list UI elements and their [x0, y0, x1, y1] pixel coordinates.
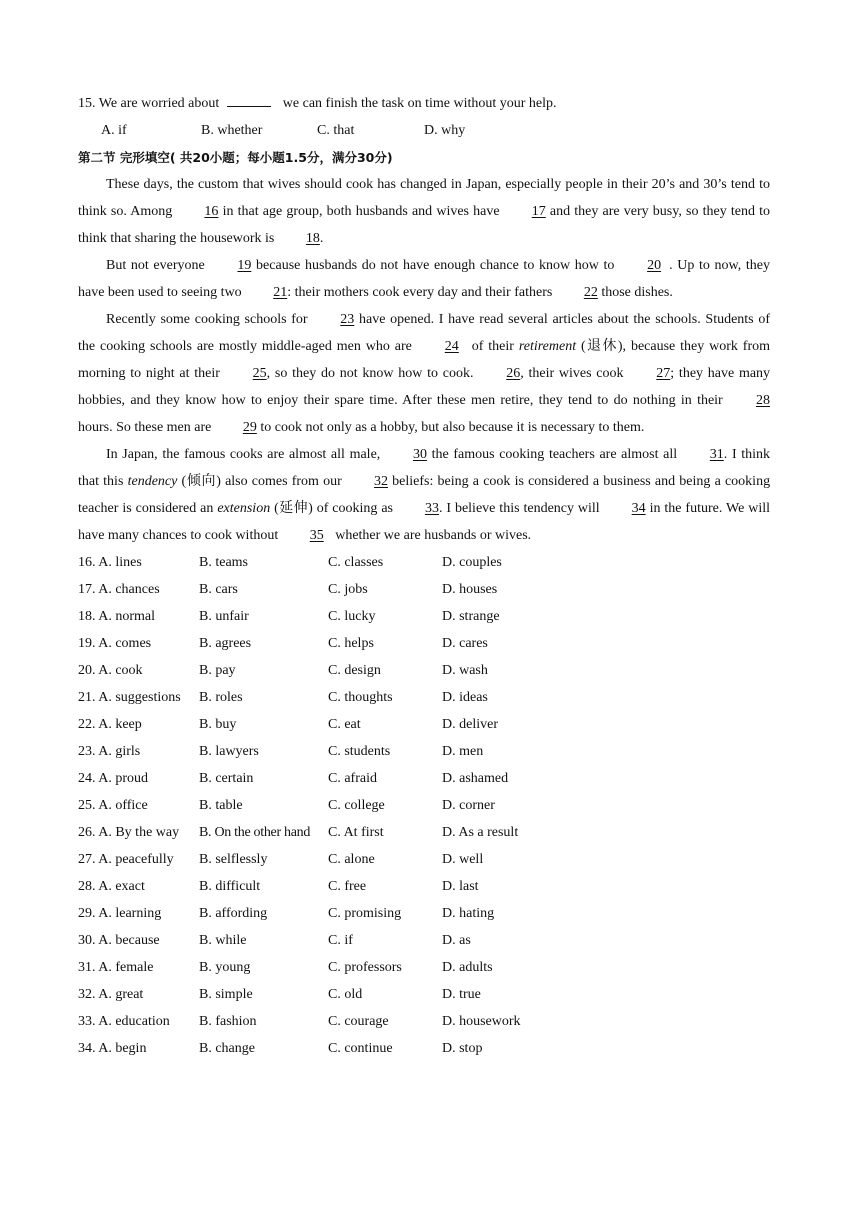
option-b: B. unfair: [199, 609, 249, 624]
option-a: A. if: [101, 123, 127, 138]
option-d: D. housework: [442, 1014, 521, 1029]
option-d: D. as: [442, 933, 471, 948]
passage-text: the famous cooking teachers are almost all: [431, 447, 678, 462]
passage-text: to cook not only as a hobby, but also because it is necessary to them.: [260, 420, 645, 435]
option-b: B. buy: [199, 717, 237, 732]
option-row: [78, 684, 770, 711]
blank-20: 20: [647, 258, 662, 273]
option-d: D. why: [424, 123, 466, 138]
term-translation: (退休),: [581, 339, 627, 354]
option-b: B. table: [199, 798, 243, 813]
option-d: D. wash: [442, 663, 488, 678]
question-15-text-before: 15. We are worried about: [78, 96, 220, 111]
option-b: B. affording: [199, 906, 268, 921]
option-d: D. couples: [442, 555, 502, 570]
option-row: [78, 765, 770, 792]
option-d: D. men: [442, 744, 484, 759]
option-row: [78, 927, 770, 954]
option-b: B. agrees: [199, 636, 252, 651]
blank-24: 24: [444, 339, 459, 354]
option-b: B. difficult: [199, 879, 261, 894]
blank-34: 34: [631, 501, 646, 516]
option-row: [78, 549, 770, 576]
option-row: [78, 576, 770, 603]
passage-text: . Up to now, they have been used to seeing two: [78, 258, 770, 300]
option-a: 31. A. female: [78, 960, 154, 975]
option-a: 19. A. comes: [78, 636, 152, 651]
option-c: C. old: [328, 987, 363, 1002]
option-b: B. certain: [199, 771, 254, 786]
option-d: D. last: [442, 879, 479, 894]
option-b: B. roles: [199, 690, 243, 705]
blank-16: 16: [204, 204, 219, 219]
option-row: [78, 1008, 770, 1035]
passage-text: In Japan, the famous cooks are almost all male,: [106, 447, 381, 462]
passage-text: those dishes.: [601, 285, 673, 300]
option-c: C. thoughts: [328, 690, 393, 705]
question-15-options: [101, 117, 770, 144]
option-a: 25. A. office: [78, 798, 148, 813]
option-c: C. students: [328, 744, 391, 759]
blank-26: 26: [506, 366, 521, 381]
term-retirement: retirement: [518, 339, 577, 354]
blank-28: 28: [756, 393, 771, 408]
term-translation: (延伸): [274, 501, 313, 516]
option-a: 27. A. peacefully: [78, 852, 174, 867]
option-b: B. teams: [199, 555, 248, 570]
option-a: 17. A. chances: [78, 582, 160, 597]
option-c: C. courage: [328, 1014, 389, 1029]
option-c: C. jobs: [328, 582, 368, 597]
option-a: 34. A. begin: [78, 1041, 147, 1056]
answer-blank-15: [227, 92, 271, 107]
blank-18: 18: [305, 231, 320, 246]
passage-paragraph-4: [78, 441, 770, 549]
passage-text: .: [319, 231, 324, 246]
blank-17: 17: [531, 204, 546, 219]
passage-text: in that age group, both husbands and wives have: [222, 204, 500, 219]
passage-text: Recently some cooking schools for: [106, 312, 308, 327]
option-b: B. change: [199, 1041, 255, 1056]
option-row: [78, 900, 770, 927]
blank-31: 31: [709, 447, 724, 462]
option-row: [78, 792, 770, 819]
option-a: 23. A. girls: [78, 744, 141, 759]
option-c: C. professors: [328, 960, 402, 975]
question-15-text-after: we can finish the task on time without your help.: [282, 96, 557, 111]
passage-text: whether we are husbands or wives.: [335, 528, 532, 543]
option-c: C. promising: [328, 906, 402, 921]
passage-text: ; they have many hobbies, and they know how to enjoy their spare time. After these men retire, they tend to do nothing in their: [78, 366, 771, 408]
option-c: C. continue: [328, 1041, 393, 1056]
option-a: 32. A. great: [78, 987, 144, 1002]
passage-text: because they work from morning to night at their: [78, 339, 771, 381]
option-c: C. At first: [328, 825, 384, 840]
passage-text: also comes from our: [225, 474, 342, 489]
option-c: C. alone: [328, 852, 375, 867]
option-d: D. deliver: [442, 717, 498, 732]
option-b: B. cars: [199, 582, 238, 597]
exam-page: [78, 90, 770, 1062]
option-row: [78, 954, 770, 981]
blank-19: 19: [237, 258, 252, 273]
blank-29: 29: [242, 420, 257, 435]
option-c: C. design: [328, 663, 381, 678]
option-d: D. cares: [442, 636, 488, 651]
option-b: B. On the other hand: [199, 825, 311, 840]
passage-text: . I believe this tendency will: [438, 501, 600, 516]
option-b: B. pay: [199, 663, 236, 678]
passage-text: hours. So these men are: [78, 420, 212, 435]
passage-text: because husbands do not have enough chance to know how to: [256, 258, 615, 273]
option-a: 18. A. normal: [78, 609, 155, 624]
option-a: 26. A. By the way: [78, 825, 180, 840]
passage-text: in the future. We will have many chances to cook without: [78, 501, 771, 543]
option-c: C. helps: [328, 636, 374, 651]
section-title: 第二节 完形填空( 共20小题；每小题1.5分，满分30分): [78, 150, 393, 165]
option-row: [78, 846, 770, 873]
question-15: [78, 90, 770, 117]
option-b: B. while: [199, 933, 247, 948]
passage-paragraph-2: [78, 252, 770, 306]
option-d: D. corner: [442, 798, 495, 813]
option-row: [78, 981, 770, 1008]
option-d: D. ideas: [442, 690, 488, 705]
blank-27: 27: [656, 366, 671, 381]
passage-text: and they are very busy, so they tend to think that sharing the housework is: [78, 204, 771, 246]
passage-text: have opened. I have read several articles about the schools. Students of the cooking schools are mostly middle-aged men who are: [78, 312, 771, 354]
option-d: D. strange: [442, 609, 500, 624]
option-a: 28. A. exact: [78, 879, 145, 894]
option-row: [78, 873, 770, 900]
option-b: B. fashion: [199, 1014, 257, 1029]
option-d: D. houses: [442, 582, 498, 597]
option-c: C. classes: [328, 555, 384, 570]
option-row: [78, 711, 770, 738]
option-b: B. simple: [199, 987, 253, 1002]
passage-paragraph-3: [78, 306, 770, 441]
blank-21: 21: [273, 285, 288, 300]
passage-text: But not everyone: [106, 258, 205, 273]
option-row: [78, 1035, 770, 1062]
blank-33: 33: [424, 501, 439, 516]
option-row: [78, 819, 770, 846]
option-b: B. whether: [201, 123, 263, 138]
passage-paragraph-1: [78, 171, 770, 252]
blank-25: 25: [252, 366, 267, 381]
option-c: C. eat: [328, 717, 361, 732]
option-row: [78, 603, 770, 630]
blank-23: 23: [340, 312, 355, 327]
option-c: C. free: [328, 879, 367, 894]
option-a: 20. A. cook: [78, 663, 143, 678]
option-d: D. adults: [442, 960, 493, 975]
term-tendency: tendency: [127, 474, 178, 489]
passage-text: beliefs: being a cook is considered a business and being a cooking teacher is considered an: [78, 474, 771, 516]
option-a: 16. A. lines: [78, 555, 142, 570]
passage-text: of cooking as: [316, 501, 393, 516]
passage-text: , so they do not know how to cook.: [266, 366, 474, 381]
options-list: [78, 549, 770, 1062]
term-translation: (倾向): [181, 474, 221, 489]
option-d: D. well: [442, 852, 484, 867]
option-a: 29. A. learning: [78, 906, 162, 921]
passage-text: , their wives cook: [520, 366, 624, 381]
blank-22: 22: [583, 285, 598, 300]
blank-32: 32: [373, 474, 388, 489]
option-d: D. As a result: [442, 825, 519, 840]
term-extension: extension: [217, 501, 271, 516]
passage-text: : their mothers cook every day and their fathers: [287, 285, 553, 300]
option-b: B. selflessly: [199, 852, 268, 867]
option-a: 30. A. because: [78, 933, 160, 948]
option-d: D. ashamed: [442, 771, 509, 786]
option-a: 21. A. suggestions: [78, 690, 181, 705]
option-row: [78, 738, 770, 765]
option-c: C. lucky: [328, 609, 376, 624]
passage-text: of their: [471, 339, 514, 354]
option-c: C. afraid: [328, 771, 377, 786]
blank-30: 30: [412, 447, 427, 462]
option-d: D. true: [442, 987, 481, 1002]
option-d: D. stop: [442, 1041, 483, 1056]
option-a: 33. A. education: [78, 1014, 170, 1029]
option-c: C. if: [328, 933, 353, 948]
option-a: 22. A. keep: [78, 717, 142, 732]
option-row: [78, 657, 770, 684]
option-b: B. young: [199, 960, 251, 975]
option-d: D. hating: [442, 906, 495, 921]
option-c: C. college: [328, 798, 385, 813]
blank-35: 35: [309, 528, 324, 543]
option-row: [78, 630, 770, 657]
option-b: B. lawyers: [199, 744, 259, 759]
option-c: C. that: [317, 123, 355, 138]
option-a: 24. A. proud: [78, 771, 148, 786]
passage-text: . I think that this: [78, 447, 771, 489]
passage-text: These days, the custom that wives should cook has changed in Japan, especially people in their 20’s and 30’s tend to think so. Among: [78, 177, 770, 219]
